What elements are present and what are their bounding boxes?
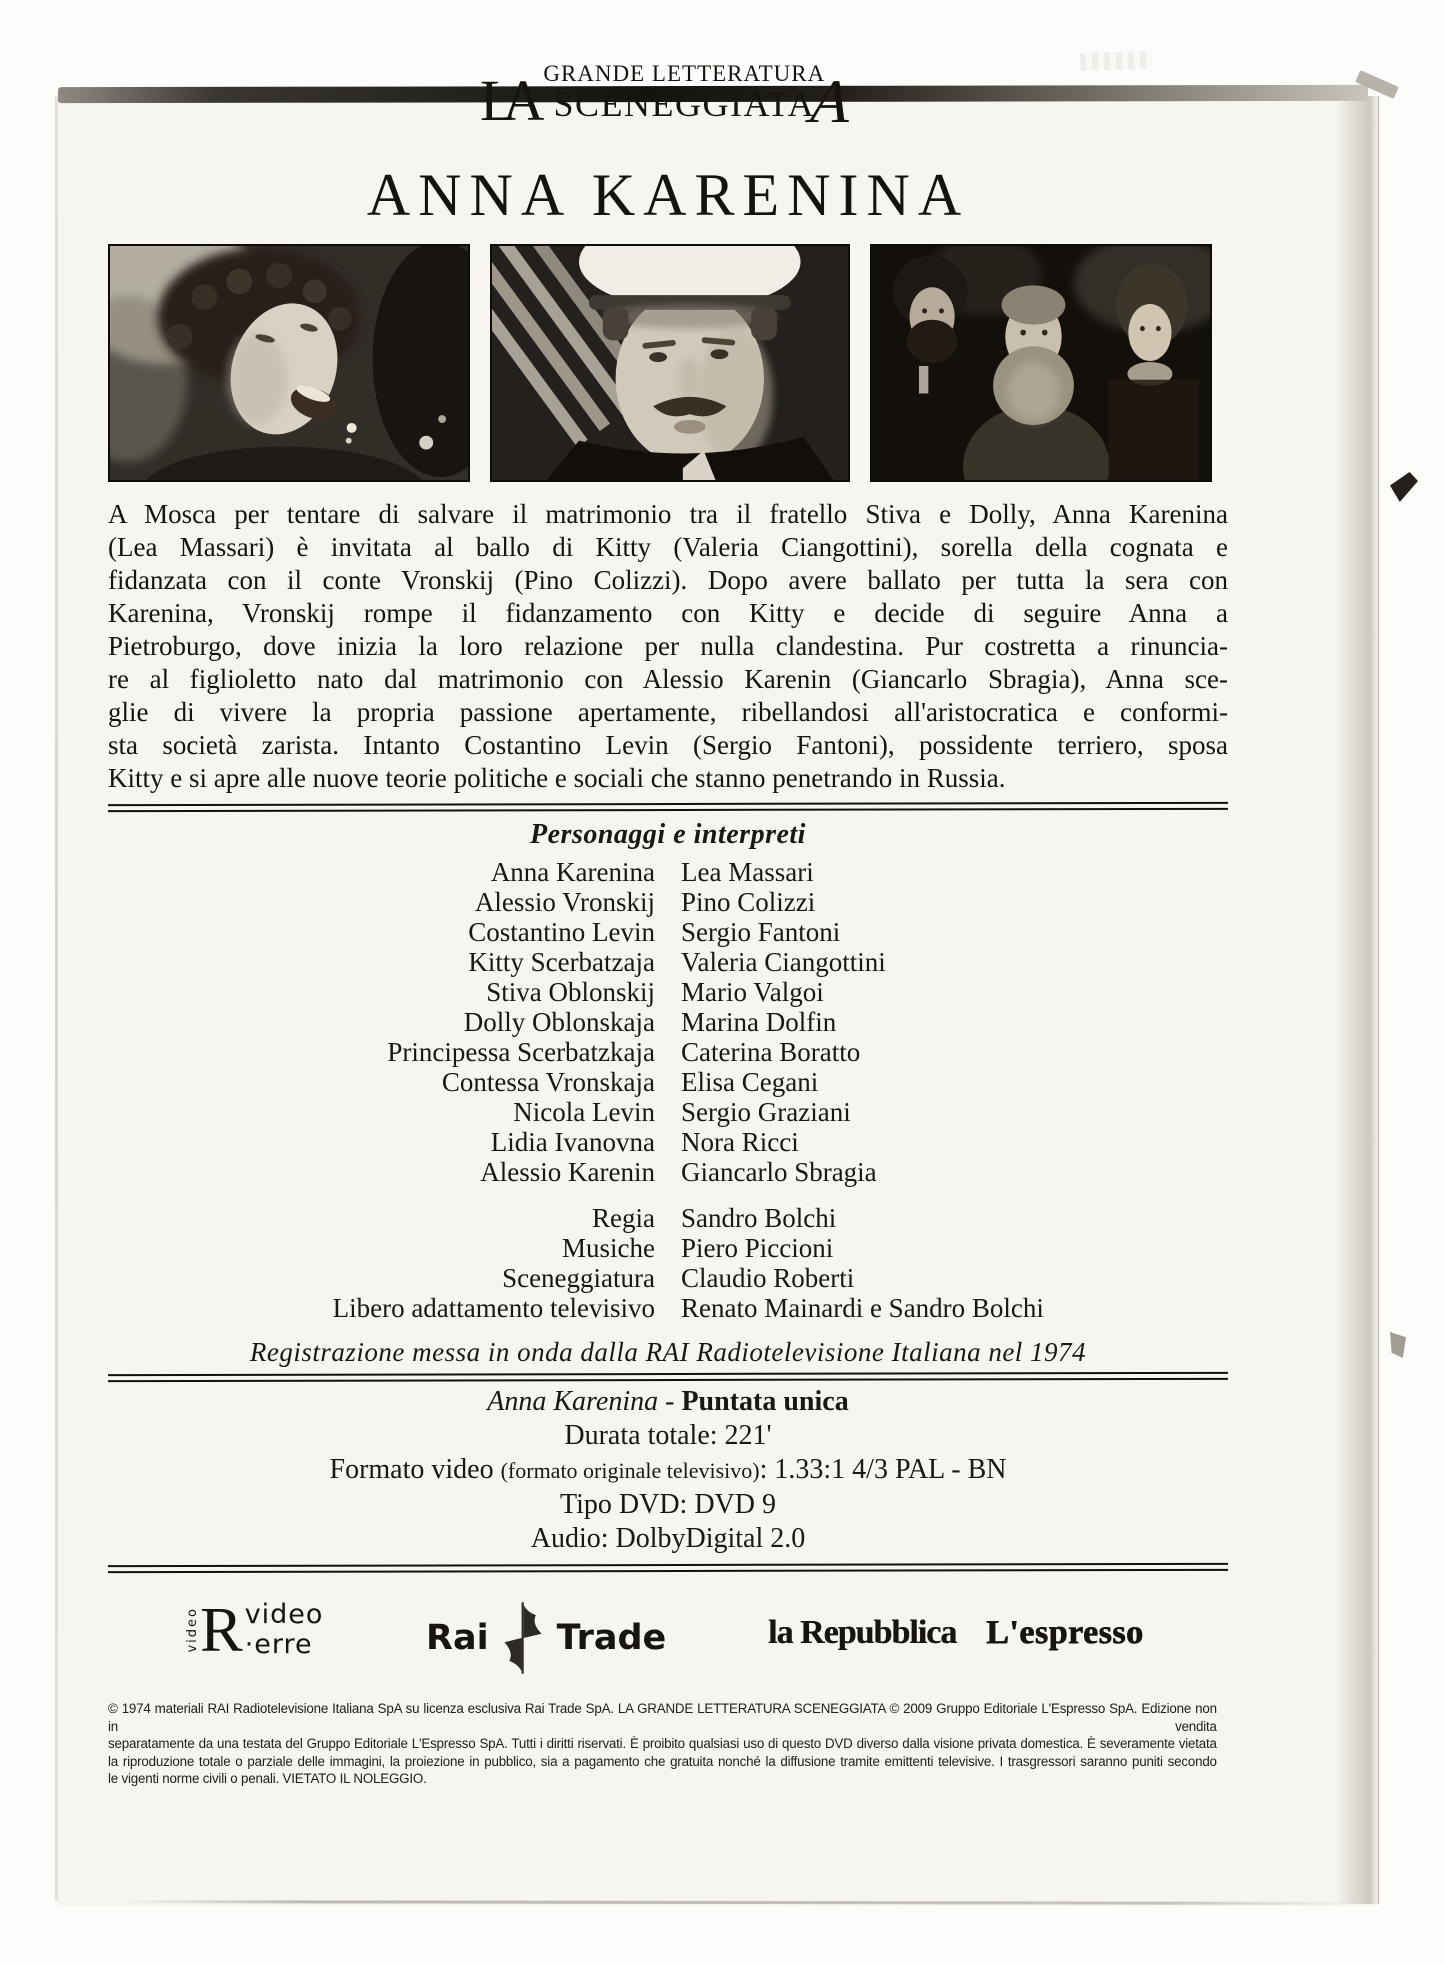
synopsis-line: Karenina, Vronskij rompe il fidanzamento con Kitty e decide di seguire Anna a <box>108 598 1228 628</box>
cast-row <box>108 947 1228 977</box>
formato-line <box>108 1453 1228 1488</box>
episode-title: Anna Karenina <box>487 1386 659 1417</box>
crew-name: Renato Mainardi e Sandro Bolchi <box>681 1293 1044 1323</box>
crew-row <box>108 1263 1228 1293</box>
series-logo-la: LA <box>480 67 532 133</box>
character-name: Costantino Levin <box>468 917 655 947</box>
cast-row <box>108 1157 1228 1187</box>
cast-row <box>108 1007 1228 1037</box>
cast-row <box>108 1067 1228 1097</box>
episode-line <box>108 1385 1228 1419</box>
actor-name: Mario Valgoi <box>681 977 824 1007</box>
divider-rule <box>108 1372 1228 1382</box>
legal-line: separatamente da una testata del Gruppo Editoriale L'Espresso SpA. Tutti i diritti riservati. È proibito qualsiasi uso di questo DVD diverso dalla visione privata domestica. È severamente vietata <box>108 1736 1217 1751</box>
crew-list <box>108 1203 1228 1323</box>
actor-name: Sergio Graziani <box>681 1097 851 1127</box>
episode-separator: - <box>658 1386 682 1417</box>
scan-mark <box>1390 472 1418 502</box>
crew-name: Sandro Bolchi <box>681 1203 837 1233</box>
character-name: Alessio Karenin <box>480 1157 655 1187</box>
cover-right-edge-shadow <box>1336 96 1379 1904</box>
character-name: Anna Karenina <box>490 857 655 887</box>
audio-line: Audio: DolbyDigital 2.0 <box>530 1523 806 1554</box>
la-repubblica-logo: la Repubblica <box>768 1614 957 1651</box>
video-erre-wordmark <box>245 1600 324 1660</box>
film-still-man-with-cap <box>490 244 850 482</box>
video-erre-vertical-text: video <box>185 1607 200 1653</box>
synopsis-line: sta società zarista. Intanto Costantino Levin (Sergio Fantoni), possidente terriero, sposa <box>108 730 1228 760</box>
scan-mark <box>1390 1332 1406 1358</box>
lespresso-logo: L'espresso <box>986 1614 1144 1651</box>
crew-role: Musiche <box>562 1233 655 1263</box>
character-name: Alessio Vronskij <box>474 887 655 917</box>
crew-name: Claudio Roberti <box>681 1263 855 1293</box>
synopsis-line: fidanzata con il conte Vronskij (Pino Colizzi). Dopo avere ballato per tutta la sera con <box>108 565 1228 595</box>
series-logo-line1: GRANDE LETTERATURA <box>543 60 826 86</box>
character-name: Principessa Scerbatzkaja <box>387 1037 655 1067</box>
cast-row <box>108 887 1228 917</box>
film-still-laughing-woman <box>108 244 470 482</box>
synopsis-line: Pietroburgo, dove inizia la loro relazione per nulla clandestina. Pur costretta a rinuncia- <box>108 631 1228 661</box>
actor-name: Sergio Fantoni <box>681 917 841 947</box>
character-name: Nicola Levin <box>513 1097 655 1127</box>
actor-name: Caterina Boratto <box>681 1037 861 1067</box>
page-title: ANNA KARENINA <box>366 162 970 228</box>
character-name: Kitty Scerbatzaja <box>468 947 655 977</box>
crew-role: Sceneggiatura <box>502 1263 655 1293</box>
cast-row <box>108 857 1228 887</box>
crew-row <box>108 1293 1228 1323</box>
actor-name: Marina Dolfin <box>681 1007 837 1037</box>
synopsis-line: glie di vivere la propria passione apertamente, ribellandosi all'aristocratica e conformi- <box>108 697 1228 727</box>
durata-line: Durata totale: 221' <box>564 1420 772 1451</box>
legal-text <box>108 1700 1217 1788</box>
character-name: Stiva Oblonskij <box>486 977 655 1007</box>
crew-row <box>108 1233 1228 1263</box>
synopsis-line: (Lea Massari) è invitata al ballo di Kitty (Valeria Ciangottini), sorella della cognata e <box>108 532 1228 562</box>
crew-name: Piero Piccioni <box>681 1233 834 1263</box>
rai-trade-left: Rai <box>426 1618 489 1658</box>
character-name: Dolly Oblonskaja <box>463 1007 655 1037</box>
series-logo-line2: SCENEGGIATA <box>553 84 816 124</box>
video-erre-word1: video <box>244 1599 324 1630</box>
character-name: Lidia Ivanovna <box>490 1127 655 1157</box>
series-logo <box>108 52 1228 137</box>
crew-role: Regia <box>592 1203 655 1233</box>
actor-name: Nora Ricci <box>681 1127 799 1157</box>
video-erre-r-glyph: R <box>200 1594 243 1665</box>
synopsis-line: Kitty e si apre alle nuove teorie politiche e sociali che stanno penetrando in Russia. <box>108 763 1006 793</box>
actor-name: Elisa Cegani <box>681 1067 819 1097</box>
cover-content <box>108 0 1228 1788</box>
publisher-logos <box>108 1592 1228 1684</box>
crew-row <box>108 1203 1228 1233</box>
cast-row <box>108 917 1228 947</box>
cast-list <box>108 857 1228 1187</box>
cast-row <box>108 977 1228 1007</box>
rai-trade-pinwheel-icon <box>503 1594 543 1682</box>
legal-line: © 1974 materiali RAI Radiotelevisione Italiana SpA su licenza esclusiva Rai Trade SpA. LA GRANDE LETTERATURA SCENEGGIATA © 2009 Gruppo Editoriale L'Espresso SpA. Edizione non in vendita <box>108 1701 1217 1734</box>
character-name: Contessa Vronskaja <box>441 1067 655 1097</box>
episode-label: Puntata unica <box>681 1386 849 1417</box>
series-logo-big-a: A <box>801 68 863 137</box>
actor-name: Pino Colizzi <box>681 887 816 917</box>
cast-row <box>108 1097 1228 1127</box>
video-erre-logo <box>185 1594 324 1665</box>
broadcast-note: Registrazione messa in onda dalla RAI Radiotelevisione Italiana nel 1974 <box>249 1337 1087 1367</box>
cover-left-edge <box>55 96 58 1901</box>
formato-label: Formato video <box>329 1454 501 1485</box>
formato-paren: (formato originale televisivo) <box>500 1458 760 1483</box>
actor-name: Valeria Ciangottini <box>681 947 886 977</box>
film-still-three-figures <box>870 244 1212 482</box>
rai-trade-right: Trade <box>556 1618 667 1658</box>
film-stills-row <box>108 244 1228 482</box>
cast-row <box>108 1127 1228 1157</box>
legal-line: la riproduzione totale o parziale delle immagini, la proiezione in pubblico, sia a pagamento che gratuita nonché la diffusione tramite emittenti televisive. I trasgressori saranno puniti secondo <box>108 1753 1217 1769</box>
legal-line: le vigenti norme civili o penali. VIETATO IL NOLEGGIO. <box>108 1771 427 1786</box>
cast-row <box>108 1037 1228 1067</box>
formato-value: : 1.33:1 4/3 PAL - BN <box>759 1454 1007 1485</box>
actor-name: Giancarlo Sbragia <box>681 1157 877 1187</box>
divider-rule <box>108 1563 1228 1573</box>
video-erre-word2: ·erre <box>244 1629 313 1660</box>
synopsis-line: re al figlioletto nato dal matrimonio con Alessio Karenin (Giancarlo Sbragia), Anna sce- <box>108 664 1228 694</box>
synopsis-line: A Mosca per tentare di salvare il matrimonio tra il fratello Stiva e Dolly, Anna Karenina <box>108 499 1228 529</box>
tipo-dvd-line: Tipo DVD: DVD 9 <box>559 1489 776 1520</box>
crew-role: Libero adattamento televisivo <box>332 1293 655 1323</box>
synopsis <box>108 498 1228 795</box>
series-logo-lines <box>543 62 825 122</box>
rai-trade-logo <box>426 1592 666 1684</box>
cast-heading: Personaggi e interpreti <box>530 819 806 850</box>
actor-name: Lea Massari <box>681 857 814 887</box>
dvd-info <box>108 1385 1228 1556</box>
divider-rule <box>108 802 1228 812</box>
